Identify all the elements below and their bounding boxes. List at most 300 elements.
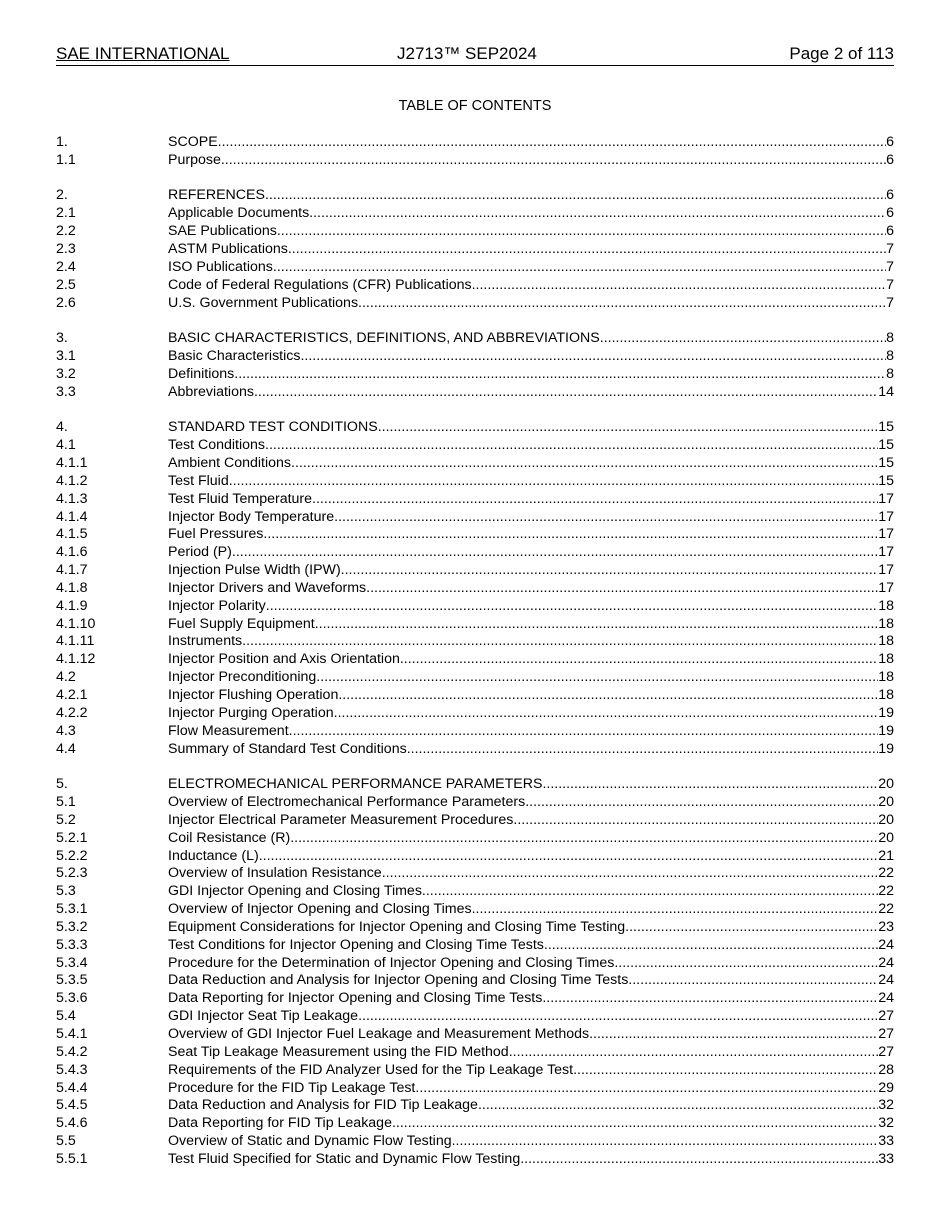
- toc-entry[interactable]: [56, 865, 894, 883]
- toc-entry-number: 2.: [56, 187, 68, 204]
- toc-entry[interactable]: [56, 1062, 894, 1080]
- toc-entry-title[interactable]: Procedure for the Determination of Injector Opening and Closing Times: [168, 954, 615, 971]
- toc-entry-line: [168, 348, 894, 366]
- dot-leader: [573, 1062, 878, 1080]
- toc-entry-title[interactable]: Flow Measurement: [168, 722, 289, 739]
- toc-entry-title[interactable]: U.S. Government Publications: [168, 294, 359, 311]
- dot-leader: [266, 598, 878, 616]
- toc-entry-page: 17: [878, 508, 894, 525]
- toc-entry[interactable]: [56, 526, 894, 544]
- toc-entry-line: [168, 1151, 894, 1169]
- toc-entry[interactable]: [56, 1115, 894, 1133]
- toc-entry-number: 5.4.2: [56, 1043, 88, 1060]
- toc-entry-number: 2.3: [56, 241, 76, 258]
- toc-entry-number: 4.1.7: [56, 562, 88, 579]
- dot-leader: [366, 580, 878, 598]
- toc-entry[interactable]: [56, 598, 894, 616]
- toc-entry-title[interactable]: Overview of Insulation Resistance: [168, 865, 382, 882]
- toc-entry-line: [168, 562, 894, 580]
- toc-entry-line: [168, 1115, 894, 1133]
- toc-entry[interactable]: [56, 1026, 894, 1044]
- toc-entry-title[interactable]: ELECTROMECHANICAL PERFORMANCE PARAMETERS: [168, 776, 543, 793]
- toc-entry-page: 24: [878, 972, 894, 989]
- toc-entry-page: 23: [878, 918, 894, 935]
- toc-entry-number: 5.4.4: [56, 1079, 88, 1096]
- toc-entry[interactable]: [56, 705, 894, 723]
- toc-entry[interactable]: [56, 794, 894, 812]
- toc-entry[interactable]: [56, 616, 894, 634]
- toc-entry-page: 8: [886, 330, 894, 347]
- toc-entry-title[interactable]: Procedure for the FID Tip Leakage Test: [168, 1079, 416, 1096]
- toc-entry-page: 22: [878, 883, 894, 900]
- toc-entry-title[interactable]: Requirements of the FID Analyzer Used for the Tip Leakage Test: [168, 1061, 574, 1078]
- toc-entry-line: [168, 776, 894, 794]
- toc-entry-number: 4.3: [56, 722, 76, 739]
- toc-entry[interactable]: [56, 651, 894, 669]
- dot-leader: [338, 687, 878, 705]
- toc-entry[interactable]: [56, 455, 894, 473]
- toc-entry[interactable]: [56, 134, 894, 152]
- dot-leader: [291, 455, 878, 473]
- toc-entry-page: 18: [878, 687, 894, 704]
- toc-entry-line: [168, 384, 894, 402]
- dot-leader: [265, 437, 878, 455]
- toc-entry-page: 22: [878, 901, 894, 918]
- toc-entry-title[interactable]: Test Fluid: [168, 472, 229, 489]
- dot-leader: [525, 794, 878, 812]
- dot-leader: [242, 633, 878, 651]
- toc-entry-line: [168, 616, 894, 634]
- toc-entry-title[interactable]: Fuel Pressures: [168, 526, 264, 543]
- toc-entry-line: [168, 812, 894, 830]
- toc-entry-number: 2.2: [56, 223, 76, 240]
- toc-entry-title[interactable]: Injector Preconditioning: [168, 669, 317, 686]
- toc-entry-page: 8: [886, 365, 894, 382]
- toc-entry-title[interactable]: REFERENCES: [168, 187, 265, 204]
- toc-entry-line: [168, 1080, 894, 1098]
- toc-entry-title[interactable]: Overview of GDI Injector Fuel Leakage and Measurement Methods: [168, 1026, 590, 1042]
- toc-entry-number: 4.1.8: [56, 579, 88, 596]
- toc-entry-number: 4.1.4: [56, 508, 88, 525]
- toc-entry-number: 3.1: [56, 348, 76, 365]
- toc-entry-page: 32: [878, 1115, 894, 1132]
- toc-entry[interactable]: [56, 509, 894, 527]
- toc-entry-page: 19: [878, 740, 894, 757]
- toc-entry-title[interactable]: Test Fluid Temperature: [168, 490, 313, 507]
- toc-entry[interactable]: [56, 1097, 894, 1115]
- toc-entry-number: 4.1.12: [56, 651, 96, 668]
- toc-entry-number: 4.: [56, 419, 68, 436]
- toc-entry-line: [168, 1133, 894, 1151]
- toc-entry[interactable]: [56, 669, 894, 687]
- toc-entry-line: [168, 990, 894, 1008]
- toc-entry-line: [168, 259, 894, 277]
- toc-entry[interactable]: [56, 1133, 894, 1151]
- toc-entry-page: 18: [878, 633, 894, 650]
- toc-entry-line: [168, 366, 894, 384]
- toc-entry-line: [168, 187, 894, 205]
- dot-leader: [265, 187, 886, 205]
- dot-leader: [614, 955, 878, 973]
- toc-entry-title[interactable]: Data Reporting for FID Tip Leakage: [168, 1115, 392, 1132]
- toc-entry[interactable]: [56, 776, 894, 794]
- toc-entry-number: 4.1.2: [56, 472, 88, 489]
- toc-entry-title[interactable]: Data Reduction and Analysis for Injector Opening and Closing Time Tests: [168, 972, 629, 989]
- toc-entry-number: 4.1.5: [56, 526, 88, 543]
- toc-entry-line: [168, 437, 894, 455]
- toc-entry-page: 20: [878, 829, 894, 846]
- toc-entry[interactable]: [56, 259, 894, 277]
- toc-entry-page: 22: [878, 865, 894, 882]
- toc-entry-line: [168, 972, 894, 990]
- toc-entry-title[interactable]: SAE Publications: [168, 223, 277, 240]
- toc-entry-page: 6: [886, 223, 894, 240]
- toc-entry-title[interactable]: SCOPE: [168, 134, 218, 150]
- toc-entry-page: 17: [878, 562, 894, 579]
- toc-entry-number: 2.6: [56, 294, 76, 311]
- toc-entry-page: 18: [878, 615, 894, 632]
- toc-entry-title[interactable]: Injector Polarity: [168, 597, 266, 614]
- toc-entry-number: 4.2: [56, 669, 76, 686]
- toc-entry-number: 2.5: [56, 276, 76, 293]
- toc-entry-title[interactable]: Data Reporting for Injector Opening and Closing Time Tests: [168, 990, 543, 1007]
- toc-entry-page: 27: [878, 1043, 894, 1060]
- toc-entry[interactable]: [56, 848, 894, 866]
- toc-entry[interactable]: [56, 544, 894, 562]
- toc-entry-line: [168, 830, 894, 848]
- toc-entry-title[interactable]: Test Conditions: [168, 437, 265, 454]
- toc-entry-line: [168, 669, 894, 687]
- toc-entry[interactable]: [56, 330, 894, 348]
- toc-entry[interactable]: [56, 277, 894, 295]
- dot-leader: [316, 669, 878, 687]
- toc-section-group: [56, 134, 894, 170]
- toc-entry[interactable]: [56, 830, 894, 848]
- dot-leader: [452, 1133, 879, 1151]
- toc-entry-number: 3.2: [56, 365, 76, 382]
- dot-leader: [289, 723, 879, 741]
- toc-entry-page: 29: [878, 1079, 894, 1096]
- toc-entry-line: [168, 277, 894, 295]
- toc-entry-number: 4.1.11: [56, 633, 95, 650]
- toc-entry[interactable]: [56, 990, 894, 1008]
- toc-entry-title[interactable]: Definitions: [168, 365, 235, 382]
- toc-entry-number: 5.4.3: [56, 1061, 88, 1078]
- toc-entry-line: [168, 687, 894, 705]
- toc-entry-page: 14: [878, 383, 894, 400]
- toc-entry-title[interactable]: BASIC CHARACTERISTICS, DEFINITIONS, AND ABBREVIATIONS: [168, 330, 600, 347]
- toc-entry[interactable]: [56, 241, 894, 259]
- toc-entry-title[interactable]: GDI Injector Seat Tip Leakage: [168, 1008, 359, 1025]
- toc-entry-line: [168, 491, 894, 509]
- toc-entry-number: 5.3: [56, 883, 76, 900]
- toc-entry-page: 18: [878, 597, 894, 614]
- dot-leader: [312, 491, 878, 509]
- toc-entry-line: [168, 794, 894, 812]
- toc-entry-line: [168, 723, 894, 741]
- toc-entry-line: [168, 741, 894, 759]
- dot-leader: [509, 1044, 879, 1062]
- toc-entry-page: 6: [886, 151, 894, 168]
- toc-entry[interactable]: [56, 419, 894, 437]
- toc-entry-title[interactable]: Equipment Considerations for Injector Opening and Closing Time Testing: [168, 918, 626, 935]
- dot-leader: [600, 330, 886, 348]
- toc-entry-number: 5.: [56, 776, 68, 793]
- dot-leader: [400, 651, 878, 669]
- toc-entry-line: [168, 473, 894, 491]
- toc-entry-line: [168, 526, 894, 544]
- toc-entry-line: [168, 330, 894, 348]
- toc-entry-title[interactable]: Fuel Supply Equipment: [168, 615, 315, 632]
- toc-entry-title[interactable]: Instruments: [168, 633, 243, 650]
- toc-entry[interactable]: [56, 937, 894, 955]
- toc-entry-page: 27: [878, 1026, 894, 1042]
- dot-leader: [513, 812, 878, 830]
- toc-entry-page: 20: [878, 776, 894, 793]
- toc-entry-title[interactable]: Injector Purging Operation: [168, 704, 334, 721]
- toc-entry-page: 7: [886, 241, 894, 258]
- toc-entry[interactable]: [56, 919, 894, 937]
- toc-entry-page: 7: [886, 258, 894, 275]
- toc-entry-line: [168, 1026, 894, 1044]
- toc-section-group: [56, 776, 894, 1169]
- toc-entry-line: [168, 865, 894, 883]
- toc-entry-title[interactable]: Test Conditions for Injector Opening and Closing Time Tests: [168, 936, 544, 953]
- toc-entry-title[interactable]: Ambient Conditions: [168, 455, 292, 472]
- toc-entry-title[interactable]: Period (P): [168, 544, 232, 561]
- dot-leader: [542, 776, 878, 794]
- toc-entry-page: 8: [886, 348, 894, 365]
- toc-entry-page: 17: [878, 490, 894, 507]
- toc-entry-line: [168, 205, 894, 223]
- toc-entry-title[interactable]: Test Fluid Specified for Static and Dynamic Flow Testing: [168, 1150, 521, 1167]
- toc-entry-page: 24: [878, 990, 894, 1007]
- toc-entry-line: [168, 223, 894, 241]
- toc-entry[interactable]: [56, 187, 894, 205]
- toc-entry-number: 1.: [56, 134, 68, 150]
- toc-entry-line: [168, 455, 894, 473]
- toc-entry-page: 32: [878, 1097, 894, 1114]
- toc-entry-title[interactable]: Overview of Static and Dynamic Flow Testing: [168, 1133, 452, 1150]
- table-of-contents: [56, 134, 894, 1187]
- dot-leader: [472, 901, 879, 919]
- toc-entry-number: 5.3.2: [56, 918, 88, 935]
- toc-entry-line: [168, 509, 894, 527]
- toc-entry-title[interactable]: Purpose: [168, 151, 221, 168]
- dot-leader: [544, 937, 878, 955]
- toc-entry[interactable]: [56, 1080, 894, 1098]
- toc-entry-page: 19: [878, 704, 894, 721]
- toc-entry[interactable]: [56, 437, 894, 455]
- toc-entry-number: 4.1.10: [56, 615, 96, 632]
- toc-entry-number: 5.5.1: [56, 1150, 88, 1167]
- toc-entry-line: [168, 901, 894, 919]
- toc-entry-page: 33: [878, 1133, 894, 1150]
- toc-entry[interactable]: [56, 723, 894, 741]
- toc-entry-title[interactable]: Overview of Electromechanical Performance Parameters: [168, 794, 526, 811]
- toc-entry[interactable]: [56, 384, 894, 402]
- toc-entry-page: 27: [878, 1008, 894, 1025]
- toc-section-group: [56, 330, 894, 401]
- page-header: [56, 44, 894, 66]
- toc-section-group: [56, 187, 894, 312]
- toc-entry-title[interactable]: Inductance (L): [168, 847, 259, 864]
- dot-leader: [254, 384, 878, 402]
- toc-entry[interactable]: [56, 491, 894, 509]
- toc-entry-number: 4.1.6: [56, 544, 88, 561]
- toc-entry-title[interactable]: Injection Pulse Width (IPW): [168, 562, 341, 579]
- toc-entry-number: 4.1.1: [56, 455, 88, 472]
- toc-entry[interactable]: [56, 152, 894, 170]
- toc-entry-line: [168, 883, 894, 901]
- dot-leader: [422, 883, 878, 901]
- toc-entry[interactable]: [56, 580, 894, 598]
- toc-entry-number: 5.2: [56, 811, 76, 828]
- toc-entry-number: 5.2.1: [56, 829, 88, 846]
- toc-entry-title[interactable]: Injector Flushing Operation: [168, 687, 339, 704]
- toc-entry-number: 3.: [56, 330, 68, 347]
- toc-entry-number: 3.3: [56, 383, 76, 400]
- toc-entry-line: [168, 1008, 894, 1026]
- toc-entry-page: 19: [878, 722, 894, 739]
- toc-entry-title[interactable]: Injector Drivers and Waveforms: [168, 579, 367, 596]
- toc-entry-title[interactable]: Injector Electrical Parameter Measurement Procedures: [168, 811, 514, 828]
- toc-entry-line: [168, 152, 894, 170]
- toc-entry-line: [168, 633, 894, 651]
- toc-entry[interactable]: [56, 812, 894, 830]
- toc-entry-page: 7: [886, 276, 894, 293]
- toc-entry-title[interactable]: Code of Federal Regulations (CFR) Publications: [168, 276, 472, 293]
- toc-entry[interactable]: [56, 1044, 894, 1062]
- toc-entry-page: 18: [878, 651, 894, 668]
- toc-entry-title[interactable]: Overview of Injector Opening and Closing Times: [168, 901, 472, 918]
- toc-entry-number: 2.1: [56, 205, 76, 222]
- toc-entry-line: [168, 134, 894, 152]
- toc-entry[interactable]: [56, 955, 894, 973]
- toc-entry-title[interactable]: Injector Position and Axis Orientation: [168, 651, 400, 668]
- toc-entry[interactable]: [56, 1008, 894, 1026]
- toc-entry-page: 17: [878, 579, 894, 596]
- toc-section-group: [56, 419, 894, 758]
- toc-entry-number: 5.4.5: [56, 1097, 88, 1114]
- toc-entry-line: [168, 919, 894, 937]
- toc-entry[interactable]: [56, 687, 894, 705]
- toc-entry[interactable]: [56, 972, 894, 990]
- toc-entry-line: [168, 295, 894, 313]
- toc-entry-number: 4.2.2: [56, 704, 88, 721]
- toc-entry[interactable]: [56, 295, 894, 313]
- toc-entry-number: 5.3.1: [56, 901, 88, 918]
- toc-entry-title[interactable]: Coil Resistance (R): [168, 829, 291, 846]
- toc-entry-line: [168, 955, 894, 973]
- toc-entry-number: 5.4: [56, 1008, 76, 1025]
- toc-entry[interactable]: [56, 223, 894, 241]
- dot-leader: [218, 134, 886, 152]
- toc-entry[interactable]: [56, 633, 894, 651]
- toc-entry-page: 33: [878, 1150, 894, 1167]
- header-page-number: Page 2 of 113: [789, 44, 894, 63]
- toc-entry-line: [168, 651, 894, 669]
- toc-entry-page: 24: [878, 936, 894, 953]
- dot-leader: [263, 526, 878, 544]
- toc-entry-page: 24: [878, 954, 894, 971]
- toc-entry-number: 4.4: [56, 740, 76, 757]
- toc-entry-page: 28: [878, 1061, 894, 1078]
- toc-entry[interactable]: [56, 883, 894, 901]
- toc-entry[interactable]: [56, 205, 894, 223]
- dot-leader: [315, 616, 879, 634]
- toc-entry-title[interactable]: Summary of Standard Test Conditions: [168, 740, 407, 757]
- dot-leader: [628, 972, 878, 990]
- toc-entry-title[interactable]: STANDARD TEST CONDITIONS: [168, 419, 378, 436]
- toc-entry-line: [168, 937, 894, 955]
- toc-entry-title[interactable]: Injector Body Temperature: [168, 508, 335, 525]
- dot-leader: [273, 259, 886, 277]
- toc-entry-title[interactable]: Abbreviations: [168, 383, 254, 400]
- dot-leader: [334, 509, 878, 527]
- dot-leader: [358, 1008, 878, 1026]
- toc-entry[interactable]: [56, 741, 894, 759]
- toc-entry-title[interactable]: GDI Injector Opening and Closing Times: [168, 883, 422, 900]
- toc-entry-page: 21: [878, 847, 894, 864]
- toc-entry-title[interactable]: ISO Publications: [168, 258, 273, 275]
- toc-entry-title[interactable]: Data Reduction and Analysis for FID Tip Leakage: [168, 1097, 478, 1114]
- toc-entry-number: 5.4.6: [56, 1115, 88, 1132]
- dot-leader: [232, 544, 878, 562]
- dot-leader: [341, 562, 879, 580]
- dot-leader: [229, 473, 879, 491]
- toc-entry-page: 17: [878, 544, 894, 561]
- toc-entry-number: 2.4: [56, 258, 76, 275]
- toc-entry-line: [168, 419, 894, 437]
- toc-entry[interactable]: [56, 348, 894, 366]
- dot-leader: [259, 848, 879, 866]
- toc-entry-page: 6: [886, 187, 894, 204]
- toc-entry[interactable]: [56, 366, 894, 384]
- toc-entry-title[interactable]: ASTM Publications: [168, 241, 288, 258]
- toc-title: TABLE OF CONTENTS: [398, 98, 552, 114]
- toc-entry-number: 5.3.6: [56, 990, 88, 1007]
- toc-entry[interactable]: [56, 473, 894, 491]
- dot-leader: [378, 419, 879, 437]
- toc-entry-page: 18: [878, 669, 894, 686]
- dot-leader: [358, 295, 886, 313]
- toc-entry-number: 5.1: [56, 794, 76, 811]
- toc-entry[interactable]: [56, 901, 894, 919]
- dot-leader: [472, 277, 887, 295]
- toc-entry[interactable]: [56, 562, 894, 580]
- toc-entry-title[interactable]: Seat Tip Leakage Measurement using the FID Method: [168, 1043, 509, 1060]
- toc-entry-page: 20: [878, 794, 894, 811]
- toc-entry-title[interactable]: Basic Characteristics: [168, 348, 301, 365]
- toc-entry-title[interactable]: Applicable Documents: [168, 205, 310, 222]
- dot-leader: [290, 830, 878, 848]
- dot-leader: [478, 1097, 878, 1115]
- toc-entry-page: 15: [878, 472, 894, 489]
- toc-entry[interactable]: [56, 1151, 894, 1169]
- toc-entry-number: 4.1.9: [56, 597, 88, 614]
- toc-entry-number: 5.3.5: [56, 972, 88, 989]
- dot-leader: [277, 223, 886, 241]
- dot-leader: [542, 990, 878, 1008]
- dot-leader: [221, 152, 886, 170]
- dot-leader: [309, 205, 886, 223]
- header-document-id: J2713™ SEP2024: [397, 44, 537, 63]
- dot-leader: [288, 241, 886, 259]
- dot-leader: [334, 705, 879, 723]
- toc-entry-number: 4.2.1: [56, 687, 88, 704]
- toc-entry-number: 5.2.3: [56, 865, 88, 882]
